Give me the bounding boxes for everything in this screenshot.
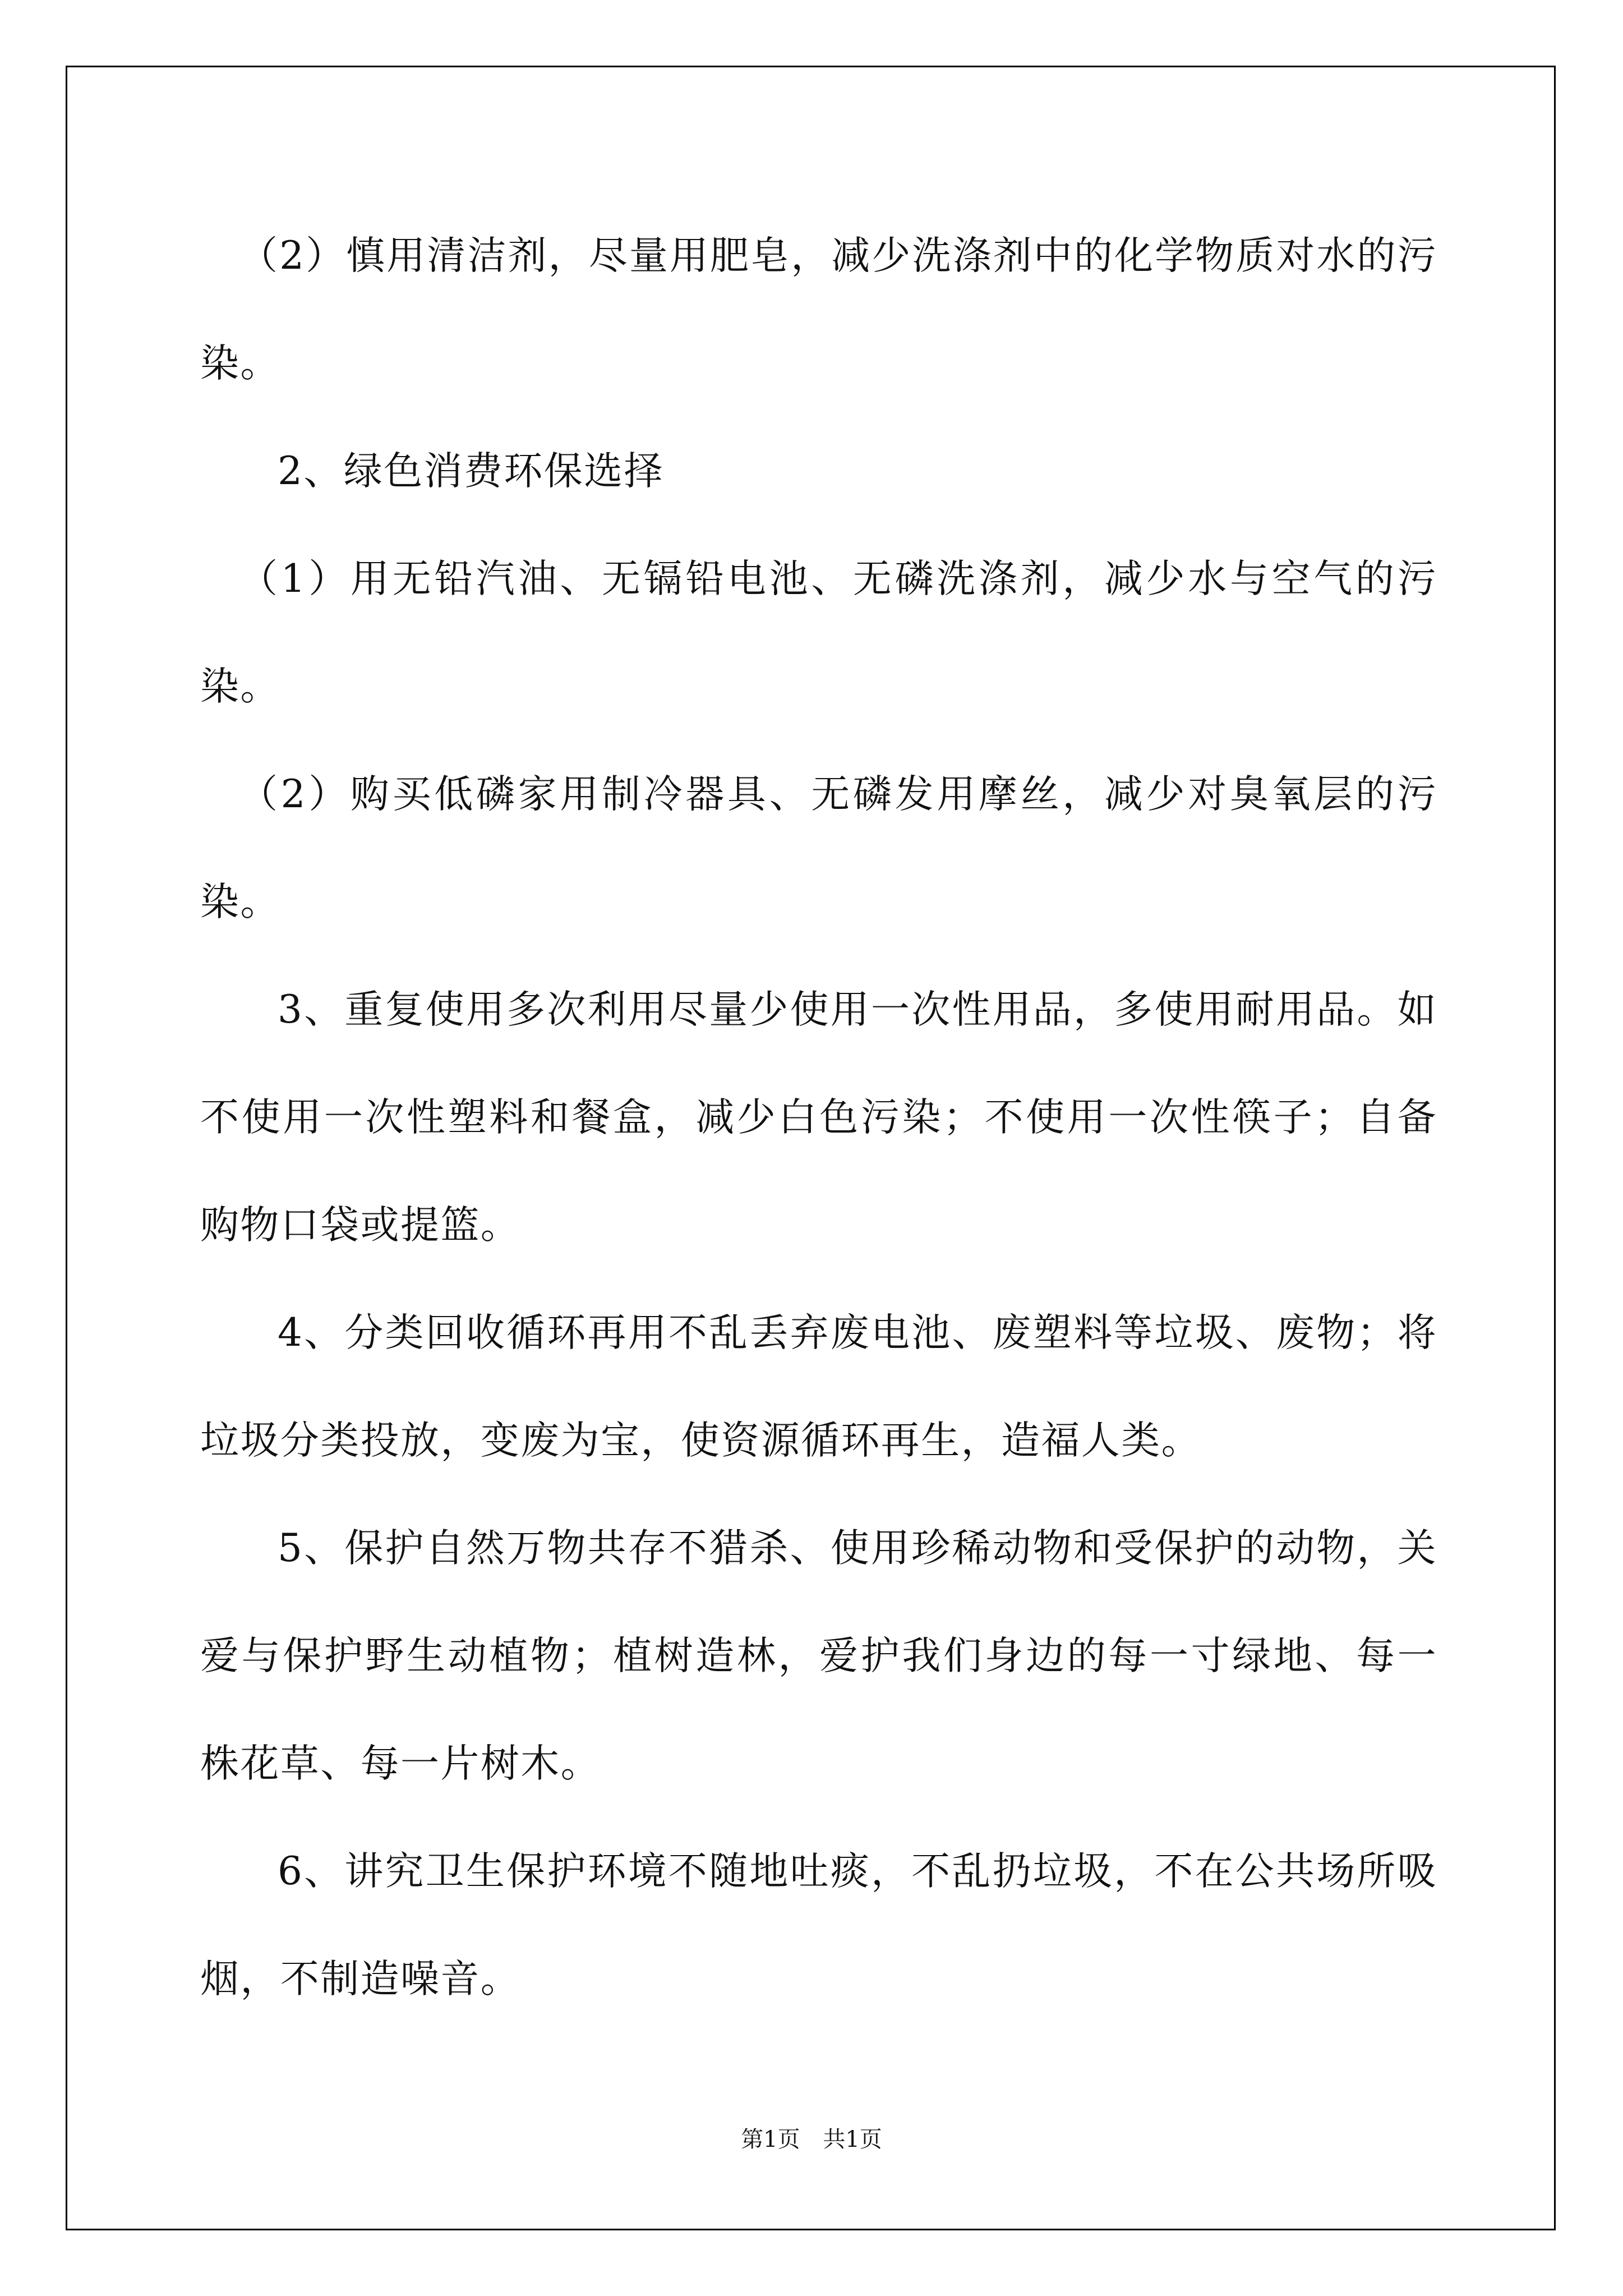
document-body (200, 202, 1437, 2033)
paragraph-detergent: （2）慎用清洁剂，尽量用肥皂，减少洗涤剂中的化学物质对水的污染。 (200, 233, 1437, 386)
heading-green-consumption: 2、绿色消费环保选择 (278, 449, 664, 494)
page-footer (0, 2122, 1623, 2154)
paragraph-ozone: （2）购买低磷家用制冷器具、无磷发用摩丝，减少对臭氧层的污染。 (200, 772, 1437, 924)
paragraph-unleaded-fuel: （1）用无铅汽油、无镉铅电池、无磷洗涤剂，减少水与空气的污染。 (200, 556, 1437, 709)
paragraph-protect-nature: 5、保护自然万物共存不猎杀、使用珍稀动物和受保护的动物，关爱与保护野生动植物；植树造林，爱护我们身边的每一寸绿地、每一株花草、每一片树木。 (200, 1526, 1437, 1786)
paragraph-hygiene: 6、讲究卫生保护环境不随地吐痰，不乱扔垃圾，不在公共场所吸烟，不制造噪音。 (200, 1849, 1437, 2001)
page-number-current: 第1页 (741, 2127, 800, 2152)
page-number-total: 共1页 (823, 2127, 882, 2152)
paragraph-recycling: 4、分类回收循环再用不乱丢弃废电池、废塑料等垃圾、废物；将垃圾分类投放，变废为宝，使资源循环再生，造福人类。 (200, 1310, 1437, 1463)
paragraph-reuse: 3、重复使用多次利用尽量少使用一次性用品，多使用耐用品。如不使用一次性塑料和餐盒，减少白色污染；不使用一次性筷子；自备购物口袋或提篮。 (200, 987, 1437, 1248)
